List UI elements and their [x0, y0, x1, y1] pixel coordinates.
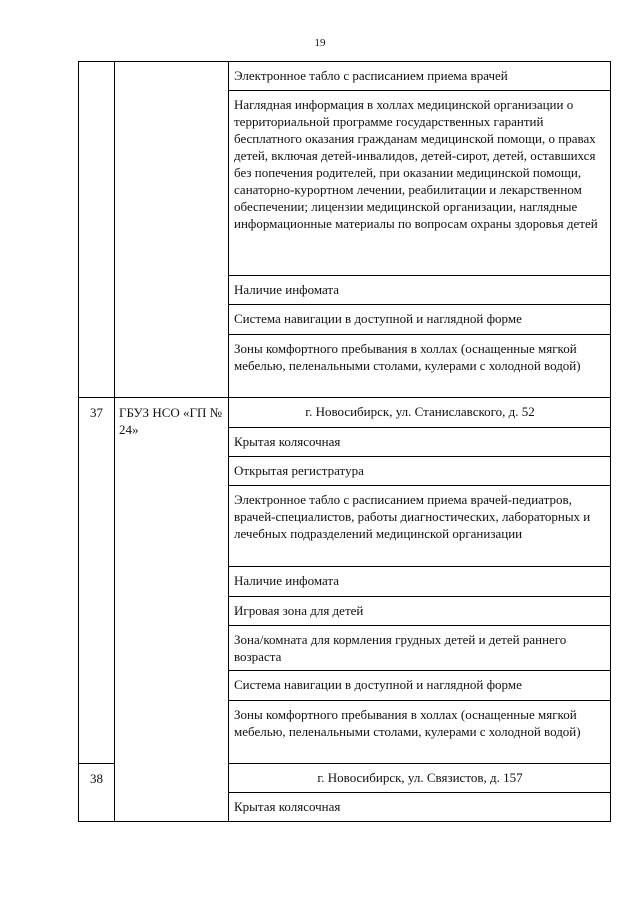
feature-cell: Система навигации в доступной и наглядной форме [229, 305, 611, 335]
feature-cell: Наличие инфомата [229, 567, 611, 597]
address-cell: г. Новосибирск, ул. Станиславского, д. 52 [229, 398, 611, 428]
feature-cell: Открытая регистратура [229, 457, 611, 486]
feature-cell: Зоны комфортного пребывания в холлах (оснащенные мягкой мебелью, пеленальными столами, кулерами с холодной водой) [229, 335, 611, 398]
row-number-cell [79, 62, 115, 398]
feature-cell: Зоны комфортного пребывания в холлах (оснащенные мягкой мебелью, пеленальными столами, кулерами с холодной водой) [229, 701, 611, 764]
address-cell: г. Новосибирск, ул. Связистов, д. 157 [229, 764, 611, 793]
feature-cell: Крытая колясочная [229, 793, 611, 822]
page-number: 19 [314, 37, 326, 49]
facilities-table [78, 61, 611, 822]
organization-cell [115, 62, 229, 398]
feature-cell: Крытая колясочная [229, 428, 611, 457]
organization-name: ГБУЗ НСО «ГП № 24» [119, 405, 223, 437]
table-row [79, 62, 611, 91]
feature-cell: Электронное табло с расписанием приема врачей [229, 62, 611, 91]
feature-cell: Электронное табло с расписанием приема врачей-педиатров, врачей-специалистов, работы диагностических, лабораторных и лечебных подразделений медицинской организации [229, 486, 611, 567]
row-number-cell: 38 [79, 764, 115, 822]
organization-cell [115, 398, 229, 822]
feature-cell: Зона/комната для кормления грудных детей и детей раннего возраста [229, 626, 611, 671]
feature-cell: Игровая зона для детей [229, 597, 611, 626]
table-row [79, 398, 611, 428]
feature-cell: Система навигации в доступной и наглядной форме [229, 671, 611, 701]
feature-cell: Наличие инфомата [229, 276, 611, 305]
feature-cell: Наглядная информация в холлах медицинской организации о территориальной программе государственных гарантий бесплатного оказания гражданам медицинской помощи, о правах детей, включая детей-инвалидов, детей-сирот, детей, оставшихся без попечения родителей, при оказании медицинской помощи, санаторно-курортном лечении, реабилитации и лекарственном обеспечении; лицензии медицинской организации, наглядные информационные материалы по вопросам охраны здоровья детей [229, 91, 611, 276]
row-number-cell: 37 [79, 398, 115, 764]
